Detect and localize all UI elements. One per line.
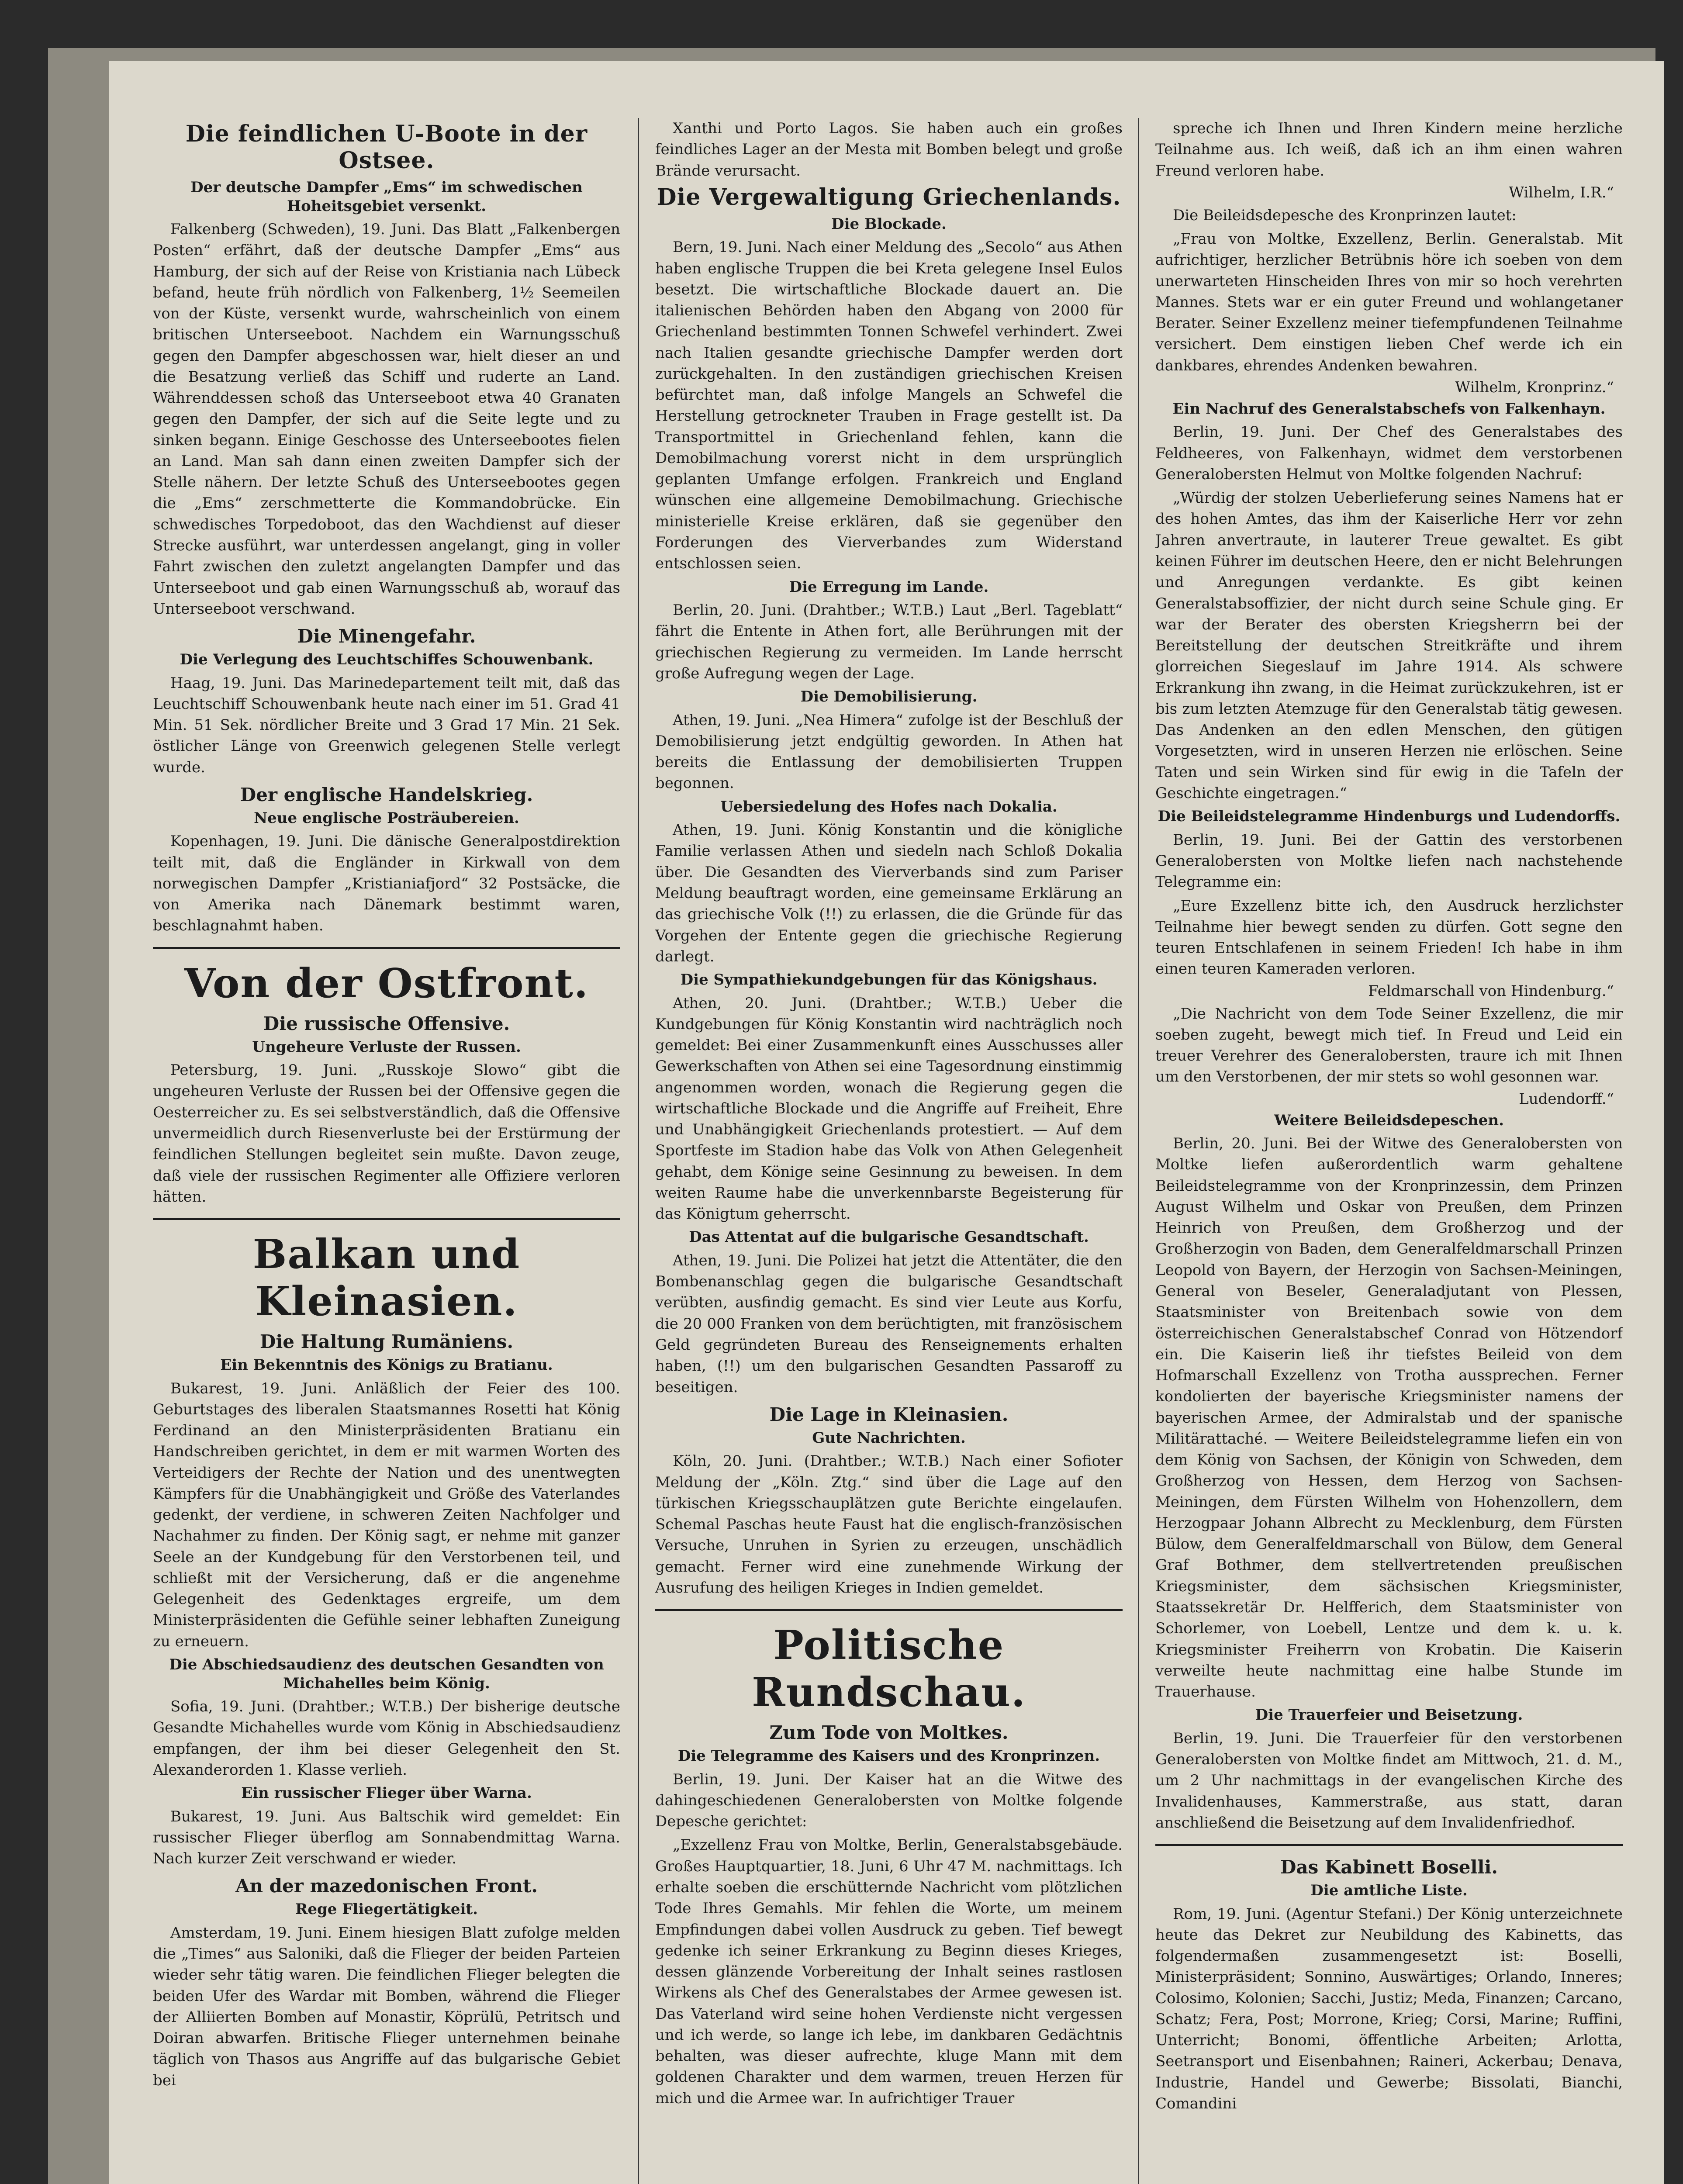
subheadline: Die Blockade. (831, 215, 947, 233)
article-paragraph: Sofia, 19. Juni. (Drahtber.; W.T.B.) Der bisherige deutsche Gesandte Michahelles wurde vom König in Abschiedsaudienz empfangen, der ihm bei dieser Gelegenheit den St. Alexanderorden 1. Klasse verlieh. (153, 1698, 620, 1779)
headline: Die Lage in Kleinasien. (769, 1403, 1009, 1425)
subheadline: Die Erregung im Lande. (789, 578, 989, 596)
article-paragraph: Athen, 19. Juni. Die Polizei hat jetzt die Attentäter, die den Bombenanschlag gegen die bulgarische Gesandtschaft verübten, ausfindig gemacht. Es sind vier Leute aus Korfu, die 20 000 Franken von dem berüchtigten, mit französischem Geld gegründeten Bureau des Renseignements erhalten haben, (!!) um den bulgarischen Gesandten Passaroff zu beseitigen. (655, 1251, 1123, 1396)
subheadline: Weitere Beileidsdepeschen. (1274, 1111, 1504, 1129)
subheadline: Zum Tode von Moltkes. (769, 1722, 1009, 1744)
article-paragraph: Bern, 19. Juni. Nach einer Meldung des „Secolo“ aus Athen haben englische Truppen die bei Kreta gelegene Insel Eulos besetzt. Die wirtschaftliche Blockade dauert an. Die italienischen Behörden haben den Abgang von 2000 für Griechenland bestimmten Tonnen Schwefel verhindert. Zwei nach Italien gesandte griechische Dampfer werden dort zurückgehalten. In den zuständigen griechischen Kreisen befürchtet man, daß infolge Mangels an Schwefel die Herstellung getrockneter Trauben in Frage gestellt ist. Da Transportmittel in Griechenland fehlen, kann die Demobilmachung vorerst nicht in dem ursprünglich geplanten Umfange erfolgen. Frankreich und England wünschen eine allgemeine Demobilmachung. Griechische ministerielle Kreise erklären, daß sie gegenüber den Forderungen des Vierverbandes zum Widerstand entschlossen seien. (655, 238, 1123, 573)
article-paragraph: „Die Nachricht von dem Tode Seiner Exzellenz, die mir soeben zugeht, bewegt mich tief. In Freud und Leid ein treuer Verehrer des Generalobersten, traure ich mit Ihnen um den Verstorbenen, der mir stets so wohl gesonnen war. (1155, 1005, 1623, 1086)
section-headline: Balkan und Kleinasien. (252, 1230, 521, 1325)
article-paragraph: Berlin, 20. Juni. Bei der Witwe des Generalobersten von Moltke liefen außerordentlich warm gehaltene Beileidstelegramme von der Kronprinzessin, dem Prinzen August Wilhelm und Oskar von Preußen, dem Prinzen Heinrich von Preußen, dem Großherzog und der Großherzogin von Baden, dem Generalfeldmarschall Prinzen Leopold von Bayern, der Herzogin von Sachsen-Meiningen, General von Beseler, Generaladjutant von Plessen, Staatsminister von Breitenbach sowie von dem österreichischen Generalstabschef Conrad von Hötzendorf ein. Die Kaiserin ließ ihr tiefstes Beileid von dem Hofmarschall Exzellenz von Trotha aussprechen. Ferner kondolierten der bayerische Kriegsminister namens der bayerischen Armee, der Admiralstab und der spanische Militärattaché. — Weitere Beileidstelegramme liefen ein von dem König von Sachsen, der Königin von Schweden, dem Großherzog von Hessen, dem Herzog von Sachsen-Meiningen, dem Fürsten Wilhelm von Hohenzollern, dem Herzogpaar Johann Albrecht zu Mecklenburg, dem Fürsten Bülow, dem Generalfeldmarschall von Bülow, dem General Graf Bothmer, dem stellvertretenden preußischen Kriegsminister, dem sächsischen Kriegsminister, Staatssekretär Dr. Helfferich, dem Staatsminister von Schorlemer, von Loebell, Lentze und dem k. u. k. Kriegsminister Freiherrn von Krobatin. Die Kaiserin verweilte heute nachmittag eine halbe Stunde im Trauerhause. (1155, 1135, 1623, 1701)
headline: Die Minengefahr. (297, 625, 476, 647)
headline: Der englische Handelskrieg. (240, 784, 533, 805)
signature-line: Wilhelm, I.R.“ (1509, 183, 1614, 201)
article-paragraph: Xanthi und Porto Lagos. Sie haben auch ein großes feindliches Lager an der Mesta mit Bomben belegt und große Brände verursacht. (655, 120, 1123, 180)
article-paragraph: Berlin, 20. Juni. (Drahtber.; W.T.B.) Laut „Berl. Tageblatt“ fährt die Entente in Athen fort, alle Berührungen mit der griechischen Regierung zu vermeiden. Im Lande herrscht große Aufregung wegen der Lage. (655, 601, 1123, 682)
article-paragraph: Die Beileidsdepesche des Kronprinzen lautet: (1173, 206, 1517, 224)
article-paragraph: „Frau von Moltke, Exzellenz, Berlin. Generalstab. Mit aufrichtiger, herzlicher Betrübnis höre ich soeben von dem unerwarteten Hinscheiden Ihres von mir so hoch verehrten Mannes. Stets war er ein guter Freund und wohlangetaner Berater. Seiner Exzellenz meiner tiefempfundenen Teilnahme versichert. Dem einstigen lieben Chef werde ich ein dankbares, ehrendes Andenken bewahren. (1155, 230, 1623, 374)
subheadline: Die Trauerfeier und Beisetzung. (1255, 1706, 1523, 1724)
article-paragraph: Berlin, 19. Juni. Bei der Gattin des verstorbenen Generalobersten von Moltke liefen nach nachstehende Telegramme ein: (1155, 831, 1623, 891)
article-paragraph: „Eure Exzellenz bitte ich, den Ausdruck herzlichster Teilnahme hier bewegt senden zu dürfen. Gott segne den teuren Entschlafenen in seinem Frieden! Ich habe in ihm einen teuren Kameraden verloren. (1155, 897, 1623, 978)
section-divider (655, 1609, 1123, 1611)
subheadline: Gute Nachrichten. (812, 1429, 966, 1447)
article-paragraph: Berlin, 19. Juni. Die Trauerfeier für den verstorbenen Generalobersten von Moltke findet am Mittwoch, 21. d. M., um 2 Uhr nachmittags in der evangelischen Kirche des Invalidenhauses, Kammerstraße, aus statt, daran anschließend die Beisetzung auf dem Invalidenfriedhof. (1155, 1729, 1623, 1832)
subheadline: Ein Bekenntnis des Königs zu Bratianu. (220, 1356, 553, 1374)
article-paragraph: Petersburg, 19. Juni. „Russkoje Slowo“ gibt die ungeheuren Verluste der Russen bei der Offensive gegen die Oesterreicher zu. Es sei selbstverständlich, daß die Offensive unvermeidlich durch Riesenverluste bei der Erstürmung der feindlichen Stellungen begleitet sein mußte. Davon zeuge, daß viele der russischen Regimenter alle Offiziere verloren hätten. (153, 1061, 620, 1206)
article-paragraph: Athen, 20. Juni. (Drahtber.; W.T.B.) Ueber die Kundgebungen für König Konstantin wird nachträglich noch gemeldet: Bei einer Zusammenkunft eines Ausschusses aller Gewerkschaften von Athen sei eine Tagesordnung einstimmig angenommen worden, wonach die Regierung gegen die wirtschaftliche Blockade und die Angriffe auf Freiheit, Ehre und Unabhängigkeit Griechenlands protestiert. — Auf dem Sportfeste im Stadion habe das Volk von Athen Gelegenheit gehabt, dem Könige seine Gesinnung zu beweisen. In dem weiten Raume habe die unverkennbarste Begeisterung für das Königtum geherrscht. (655, 994, 1123, 1223)
subheadline: Die Beileidstelegramme Hindenburgs und Ludendorffs. (1158, 808, 1621, 826)
subheadline: Uebersiedelung des Hofes nach Dokalia. (720, 798, 1057, 816)
article-paragraph: Rom, 19. Juni. (Agentur Stefani.) Der König unterzeichnete heute das Dekret zur Neubildung des Kabinetts, das folgendermaßen zusammengesetzt ist: Boselli, Ministerpräsident; Sonnino, Auswärtiges; Orlando, Inneres; Colosimo, Kolonien; Sacchi, Justiz; Meda, Finanzen; Carcano, Schatz; Fera, Post; Morrone, Krieg; Corsi, Marine; Ruffini, Unterricht; Bonomi, öffentliche Arbeiten; Arlotta, Seetransport und Eisenbahnen; Raineri, Ackerbau; Denava, Industrie, Handel und Gewerbe; Bissolati, Bianchi, Comandini (1155, 1905, 1623, 2113)
subheadline: Rege Fliegertätigkeit. (295, 1901, 478, 1918)
article-paragraph: Haag, 19. Juni. Das Marinedepartement teilt mit, daß das Leuchtschiff Schouwenbank heute nach einer im 51. Grad 41 Min. 51 Sek. nördlicher Breite und 3 Grad 17 Min. 21 Sek. östlicher Länge von Greenwich gelegenen Stelle verlegt wurde. (153, 674, 620, 776)
section-headline: Von der Ostfront. (184, 959, 589, 1007)
article-paragraph: Bukarest, 19. Juni. Anläßlich der Feier des 100. Geburtstages des liberalen Staatsmannes Rosetti hat König Ferdinand an den Ministerpräsidenten Bratianu ein Handschreiben gerichtet, in dem er mit warmen Worten des Verteidigers der Rechte der Nation und des unentwegten Kämpfers für die Unabhängigkeit und Größe des Vaterlandes gedenkt, der verdiene, in schweren Zeiten Nachfolger und Nachahmer zu finden. Der König sagt, er nehme mit ganzer Seele an der Kundgebung für den Verstorbenen teil, und schließt mit der Versicherung, daß er die angenehme Gelegenheit des Gedenktages ergreife, um dem Ministerpräsidenten die Gefühle seiner lebhaften Zuneigung zu erneuern. (153, 1379, 620, 1650)
subheadline: Die Telegramme des Kaisers und des Kronprinzen. (677, 1747, 1100, 1765)
article-paragraph: Köln, 20. Juni. (Drahtber.; W.T.B.) Nach einer Sofioter Meldung der „Köln. Ztg.“ sind über die Lage auf den türkischen Kriegsschauplätzen gute Berichte eingelaufen. Schemal Paschas heute Faust hat die englisch-französischen Versuche, Unruhen in Syrien zu erzeugen, unschädlich gemacht. Ferner wird eine zunehmende Wirkung der Ausrufung des heiligen Krieges in Indien gemeldet. (655, 1452, 1123, 1597)
article-paragraph: Amsterdam, 19. Juni. Einem hiesigen Blatt zufolge melden die „Times“ aus Saloniki, daß die Flieger der beiden Parteien wieder sehr tätig waren. Die feindlichen Flieger belegten die beiden Ufer des Wardar mit Bomben, während die Flieger der Alliierten Bomben auf Monastir, Köprülü, Petritsch und Doiran abwarfen. Britische Flieger unternehmen beinahe täglich von Thasos aus Angriffe auf das bulgarische Gebiet bei (153, 1924, 620, 2089)
column-rule (638, 118, 639, 2184)
signature-line: Wilhelm, Kronprinz.“ (1455, 378, 1614, 396)
section-divider (153, 1218, 620, 1220)
headline: Die Vergewaltigung Griechenlands. (657, 183, 1121, 211)
article-paragraph: Berlin, 19. Juni. Der Chef des Generalstabes des Feldheeres, von Falkenhayn, widmet dem verstorbenen Generalobersten Helmut von Moltke folgenden Nachruf: (1155, 423, 1623, 483)
subheadline: Die amtliche Liste. (1310, 1882, 1468, 1900)
subheadline: Die Verlegung des Leuchtschiffes Schouwenbank. (180, 651, 594, 669)
headline: Das Kabinett Boselli. (1280, 1856, 1498, 1878)
subheadline: Ungeheure Verluste der Russen. (252, 1038, 521, 1056)
subheadline: Der deutsche Dampfer „Ems“ im schwedischen Hoheitsgebiet versenkt. (190, 179, 583, 215)
signature-line: Feldmarschall von Hindenburg.“ (1368, 982, 1614, 1000)
section-divider (153, 947, 620, 949)
article-paragraph: Berlin, 19. Juni. Der Kaiser hat an die Witwe des dahingeschiedenen Generalobersten von Moltke folgende Depesche gerichtet: (655, 1770, 1123, 1831)
signature-line: Ludendorff.“ (1519, 1090, 1614, 1108)
subheadline: Neue englische Posträubereien. (254, 809, 519, 827)
subheadline: Die Demobilisierung. (800, 688, 978, 706)
column-middle (655, 118, 1123, 2184)
subheadline: Die Sympathiekundgebungen für das Königshaus. (680, 971, 1098, 989)
article-paragraph: spreche ich Ihnen und Ihren Kindern meine herzliche Teilnahme aus. Ich weiß, daß ich an ihm einen wahren Freund verloren habe. (1155, 120, 1623, 180)
article-paragraph: Athen, 19. Juni. „Nea Himera“ zufolge ist der Beschluß der Demobilisierung jetzt endgültig geworden. In Athen hat bereits die Entlassung der demobilisierten Truppen begonnen. (655, 711, 1123, 792)
headline: Die feindlichen U-Boote in der Ostsee. (185, 121, 588, 174)
article-paragraph: Falkenberg (Schweden), 19. Juni. Das Blatt „Falkenbergen Posten“ erfährt, daß der deutsche Dampfer „Ems“ aus Hamburg, der sich auf der Reise von Kristiania nach Lübeck befand, heute früh nördlich von Falkenberg, 1½ Seemeilen von der Küste, versenkt wurde, wahrscheinlich von einem britischen Unterseeboot. Nachdem ein Warnungsschuß gegen den Dampfer abgeschossen war, hielt dieser an und die Besatzung verließ das Schiff und ruderte an Land. Währenddessen schoß das Unterseeboot etwa 40 Granaten gegen den Dampfer, der sich auf die Seite legte und zu sinken begann. Einige Geschosse des Unterseebootes fielen an Land. Man sah dann einen zweiten Dampfer sich der Stelle nähern. Der letzte Schuß des Unterseebootes gegen die „Ems“ zerschmetterte die Kommandobrücke. Ein schwedisches Torpedoboot, das den Wachdienst auf dieser Strecke ausführt, war unterdessen angelangt, ging in voller Fahrt zwischen den zuletzt angelangten Dampfer und das Unterseeboot und gab einen Warnungsschuß ab, worauf das Unterseeboot verschwand. (153, 221, 620, 618)
headline: An der mazedonischen Front. (235, 1875, 538, 1897)
subheadline: Das Attentat auf die bulgarische Gesandtschaft. (689, 1228, 1089, 1246)
subheadline: Die Abschiedsaudienz des deutschen Gesandten von Michahelles beim König. (169, 1656, 604, 1692)
subheadline: Die russische Offensive. (263, 1013, 510, 1034)
column-right (1155, 118, 1623, 2184)
column-left (153, 118, 620, 2184)
column-rule (1138, 118, 1139, 2184)
subheadline: Ein russischer Flieger über Warna. (241, 1784, 532, 1802)
subheadline: Die Haltung Rumäniens. (259, 1331, 514, 1353)
article-paragraph: „Würdig der stolzen Ueberlieferung seines Namens hat er des hohen Amtes, das ihm der Kaiserliche Herr vor zehn Jahren anvertraute, in lauterer Treue gewaltet. Es gibt keinen Führer im deutschen Heere, den er nicht Belehrungen und Anregungen verdankte. Es gibt keinen Generalstabsoffizier, der nicht durch seine Schule ging. Er war der Berater des obersten Kriegsherrn bei der Bereitstellung der deutschen Streitkräfte und ihrem glorreichen Siegeslauf im Jahre 1914. Als schwere Erkrankung ihn zwang, in die Heimat zurückzukehren, ist er bis zum letzten Atemzuge für den Generalstab tätig gewesen. Das Andenken an den edlen Menschen, den gütigen Vorgesetzten, wird in unseren Herzen nie erlöschen. Seine Taten und sein Wirken sind für ewig in die Tafeln der Geschichte eingetragen.“ (1155, 489, 1623, 802)
subheadline: Ein Nachruf des Generalstabschefs von Falkenhayn. (1172, 400, 1606, 418)
section-headline: Politische Rundschau. (752, 1621, 1026, 1716)
article-paragraph: „Exzellenz Frau von Moltke, Berlin, Generalstabsgebäude. Großes Hauptquartier, 18. Juni, 6 Uhr 47 M. nachmittags. Ich erhalte soeben die erschütternde Nachricht vom plötzlichen Tode Ihres Gemahls. Mir fehlen die Worte, um meinem Empfindungen dabei vollen Ausdruck zu geben. Tief bewegt gedenke ich seiner Erkrankung zu Beginn dieses Krieges, dessen glänzende Vorbereitung der Inhalt seines rastlosen Wirkens als Chef des Generalstabes der Armee gewesen ist. Das Vaterland wird seine hohen Verdienste nicht vergessen und ich werde, so lange ich lebe, im dankbaren Gedächtnis behalten, was dieser aufrechte, kluge Mann mit dem goldenen Charakter und dem warmen, treuen Herzen für mich und die Armee war. In aufrichtiger Trauer (655, 1836, 1123, 2107)
article-paragraph: Athen, 19. Juni. König Konstantin und die königliche Familie verlassen Athen und siedeln nach Schloß Dokalia über. Die Gesandten des Vierverbands sind zum Pariser Meldung beauftragt worden, eine gemeinsame Erklärung an das griechische Volk (!!) zu erlassen, die die Gründe für das Vorgehen der Entente gegen die griechische Regierung darlegt. (655, 821, 1123, 965)
section-divider (1155, 1844, 1623, 1846)
newspaper-page (109, 61, 1664, 2184)
article-paragraph: Kopenhagen, 19. Juni. Die dänische Generalpostdirektion teilt mit, daß die Engländer in Kirkwall von dem norwegischen Dampfer „Kristianiafjord“ 32 Postsäcke, die von Amerika nach Dänemark bestimmt waren, beschlagnahmt haben. (153, 833, 620, 935)
article-paragraph: Bukarest, 19. Juni. Aus Baltschik wird gemeldet: Ein russischer Flieger überflog am Sonnabendmittag Warna. Nach kurzer Zeit verschwand er wieder. (153, 1807, 620, 1868)
